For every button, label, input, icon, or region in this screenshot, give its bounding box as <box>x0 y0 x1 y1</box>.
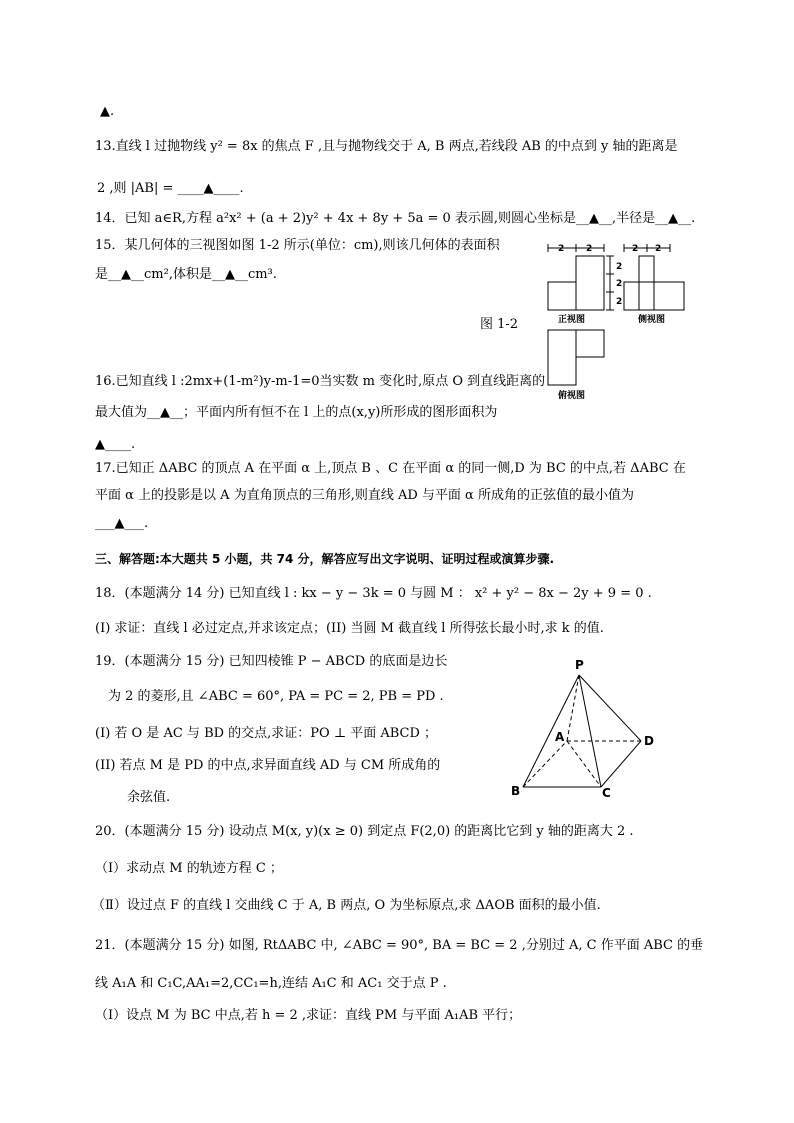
problem-17-cont2: ___▲___. <box>95 516 149 531</box>
vertex-C: C <box>602 786 611 800</box>
front-view-left-block <box>548 282 576 310</box>
problem-14: 14．已知 a∈R,方程 a²x² + (a + 2)y² + 4x + 8y + 5a = 0 表示圆,则圆心坐标是__▲__,半径是__▲__. <box>95 211 696 226</box>
problem-16: 16.已知直线 l :2mx+(1-m²)y-m-1=0当实数 m 变化时,原点 O 到直线距离的 <box>95 374 546 389</box>
problem-19-cont: 为 2 的菱形,且 ∠ABC = 60°, PA = PC = 2, PB = PD . <box>108 689 444 704</box>
side-view-column <box>639 256 654 310</box>
problem-18: 18．(本题满分 14 分) 已知直线 l : kx − y − 3k = 0 与圆 M ： x² + y² − 8x − 2y + 9 = 0 . <box>95 586 652 601</box>
vertex-A: A <box>555 730 565 744</box>
problem-19: 19．(本题满分 15 分) 已知四棱锥 P − ABCD 的底面是边长 <box>95 654 448 669</box>
vertex-P: P <box>575 658 584 672</box>
dim-label: 2 <box>616 297 623 307</box>
dim-label: 2 <box>616 262 623 272</box>
problem-18-parts: (I) 求证：直线 l 必过定点,并求该定点；(II) 当圆 M 截直线 l 所得弦长最小时,求 k 的值. <box>95 621 604 636</box>
three-view-figure <box>540 238 700 408</box>
problem-15: 15．某几何体的三视图如图 1-2 所示(单位：cm),则该几何体的表面积 <box>95 238 500 253</box>
vertex-D: D <box>644 734 654 748</box>
dim-label: 2 <box>558 244 565 254</box>
problem-20-part1: （Ⅰ）求动点 M 的轨迹方程 C ； <box>95 861 283 876</box>
problem-20-part2: （Ⅱ）设过点 F 的直线 l 交曲线 C 于 A, B 两点, O 为坐标原点,求 ΔAOB 面积的最小值. <box>92 898 601 913</box>
figure-caption: 图 1-2 <box>480 317 519 332</box>
problem-13: 13.直线 l 过抛物线 y² = 8x 的焦点 F ,且与抛物线交于 A, B 两点,若线段 AB 的中点到 y 轴的距离是 <box>95 139 678 154</box>
edge-CD <box>601 741 641 787</box>
edge-PD <box>579 675 641 741</box>
problem-19-part1: (I) 若 O 是 AC 与 BD 的交点,求证：PO ⊥ 平面 ABCD ； <box>95 726 438 741</box>
top-view-label: 俯视图 <box>558 391 586 401</box>
edge-PC <box>579 675 601 787</box>
problem-19-part2-cont: 余弦值. <box>127 790 171 805</box>
top-view-left <box>548 330 576 385</box>
problem-16-cont2: ▲____. <box>95 437 136 452</box>
vertex-B: B <box>511 784 521 798</box>
problem-15-cont: 是__▲__cm²,体积是__▲__cm³. <box>95 267 277 282</box>
edge-AB <box>523 741 567 787</box>
dim-label: 2 <box>586 244 593 254</box>
edge-PA <box>567 675 579 741</box>
problem-17: 17.已知正 ΔABC 的顶点 A 在平面 α 上,顶点 B 、C 在平面 α 的同一侧,D 为 BC 的中点,若 ΔABC 在 <box>95 461 686 476</box>
dim-label: 2 <box>655 244 662 254</box>
side-view-label: 侧视图 <box>638 315 666 325</box>
problem-20: 20．(本题满分 15 分) 设动点 M(x, y)(x ≥ 0) 到定点 F(2,0) 的距离比它到 y 轴的距离大 2 . <box>95 824 634 839</box>
problem-17-cont: 平面 α 上的投影是以 A 为直角顶点的三角形,则直线 AD 与平面 α 所成角的正弦值的最小值为 <box>95 488 634 503</box>
front-view-right-block <box>576 256 604 310</box>
front-view-label: 正视图 <box>558 315 586 325</box>
problem-21: 21．(本题满分 15 分) 如图, RtΔABC 中, ∠ABC = 90°, BA = BC = 2 ,分别过 A, C 作平面 ABC 的垂 <box>95 938 704 953</box>
problem-21-part1: （Ⅰ）设点 M 为 BC 中点,若 h = 2 ,求证：直线 PM 与平面 A₁AB 平行； <box>95 1008 522 1023</box>
dim-label: 2 <box>616 279 623 289</box>
problem-13-cont: 2 ,则 |AB| = ____▲____. <box>97 181 244 196</box>
problem-21-cont: 线 A₁A 和 C₁C,AA₁=2,CC₁=h,连结 A₁C 和 AC₁ 交于点 P . <box>95 976 447 991</box>
pyramid-figure <box>505 655 665 800</box>
top-view-right <box>576 330 604 357</box>
problem-19-part2: (II) 若点 M 是 PD 的中点,求异面直线 AD 与 CM 所成角的 <box>95 758 441 773</box>
problem-16-cont: 最大值为__▲__；平面内所有恒不在 l 上的点(x,y)所形成的图形面积为 <box>95 405 498 420</box>
edge-PB <box>523 675 579 787</box>
section-heading: 三、解答题:本大题共 5 小题，共 74 分，解答应写出文字说明、证明过程或演算步骤. <box>95 552 555 566</box>
dim-label: 2 <box>632 244 639 254</box>
diag-AC <box>567 741 601 787</box>
line-0: ▲. <box>100 104 115 119</box>
